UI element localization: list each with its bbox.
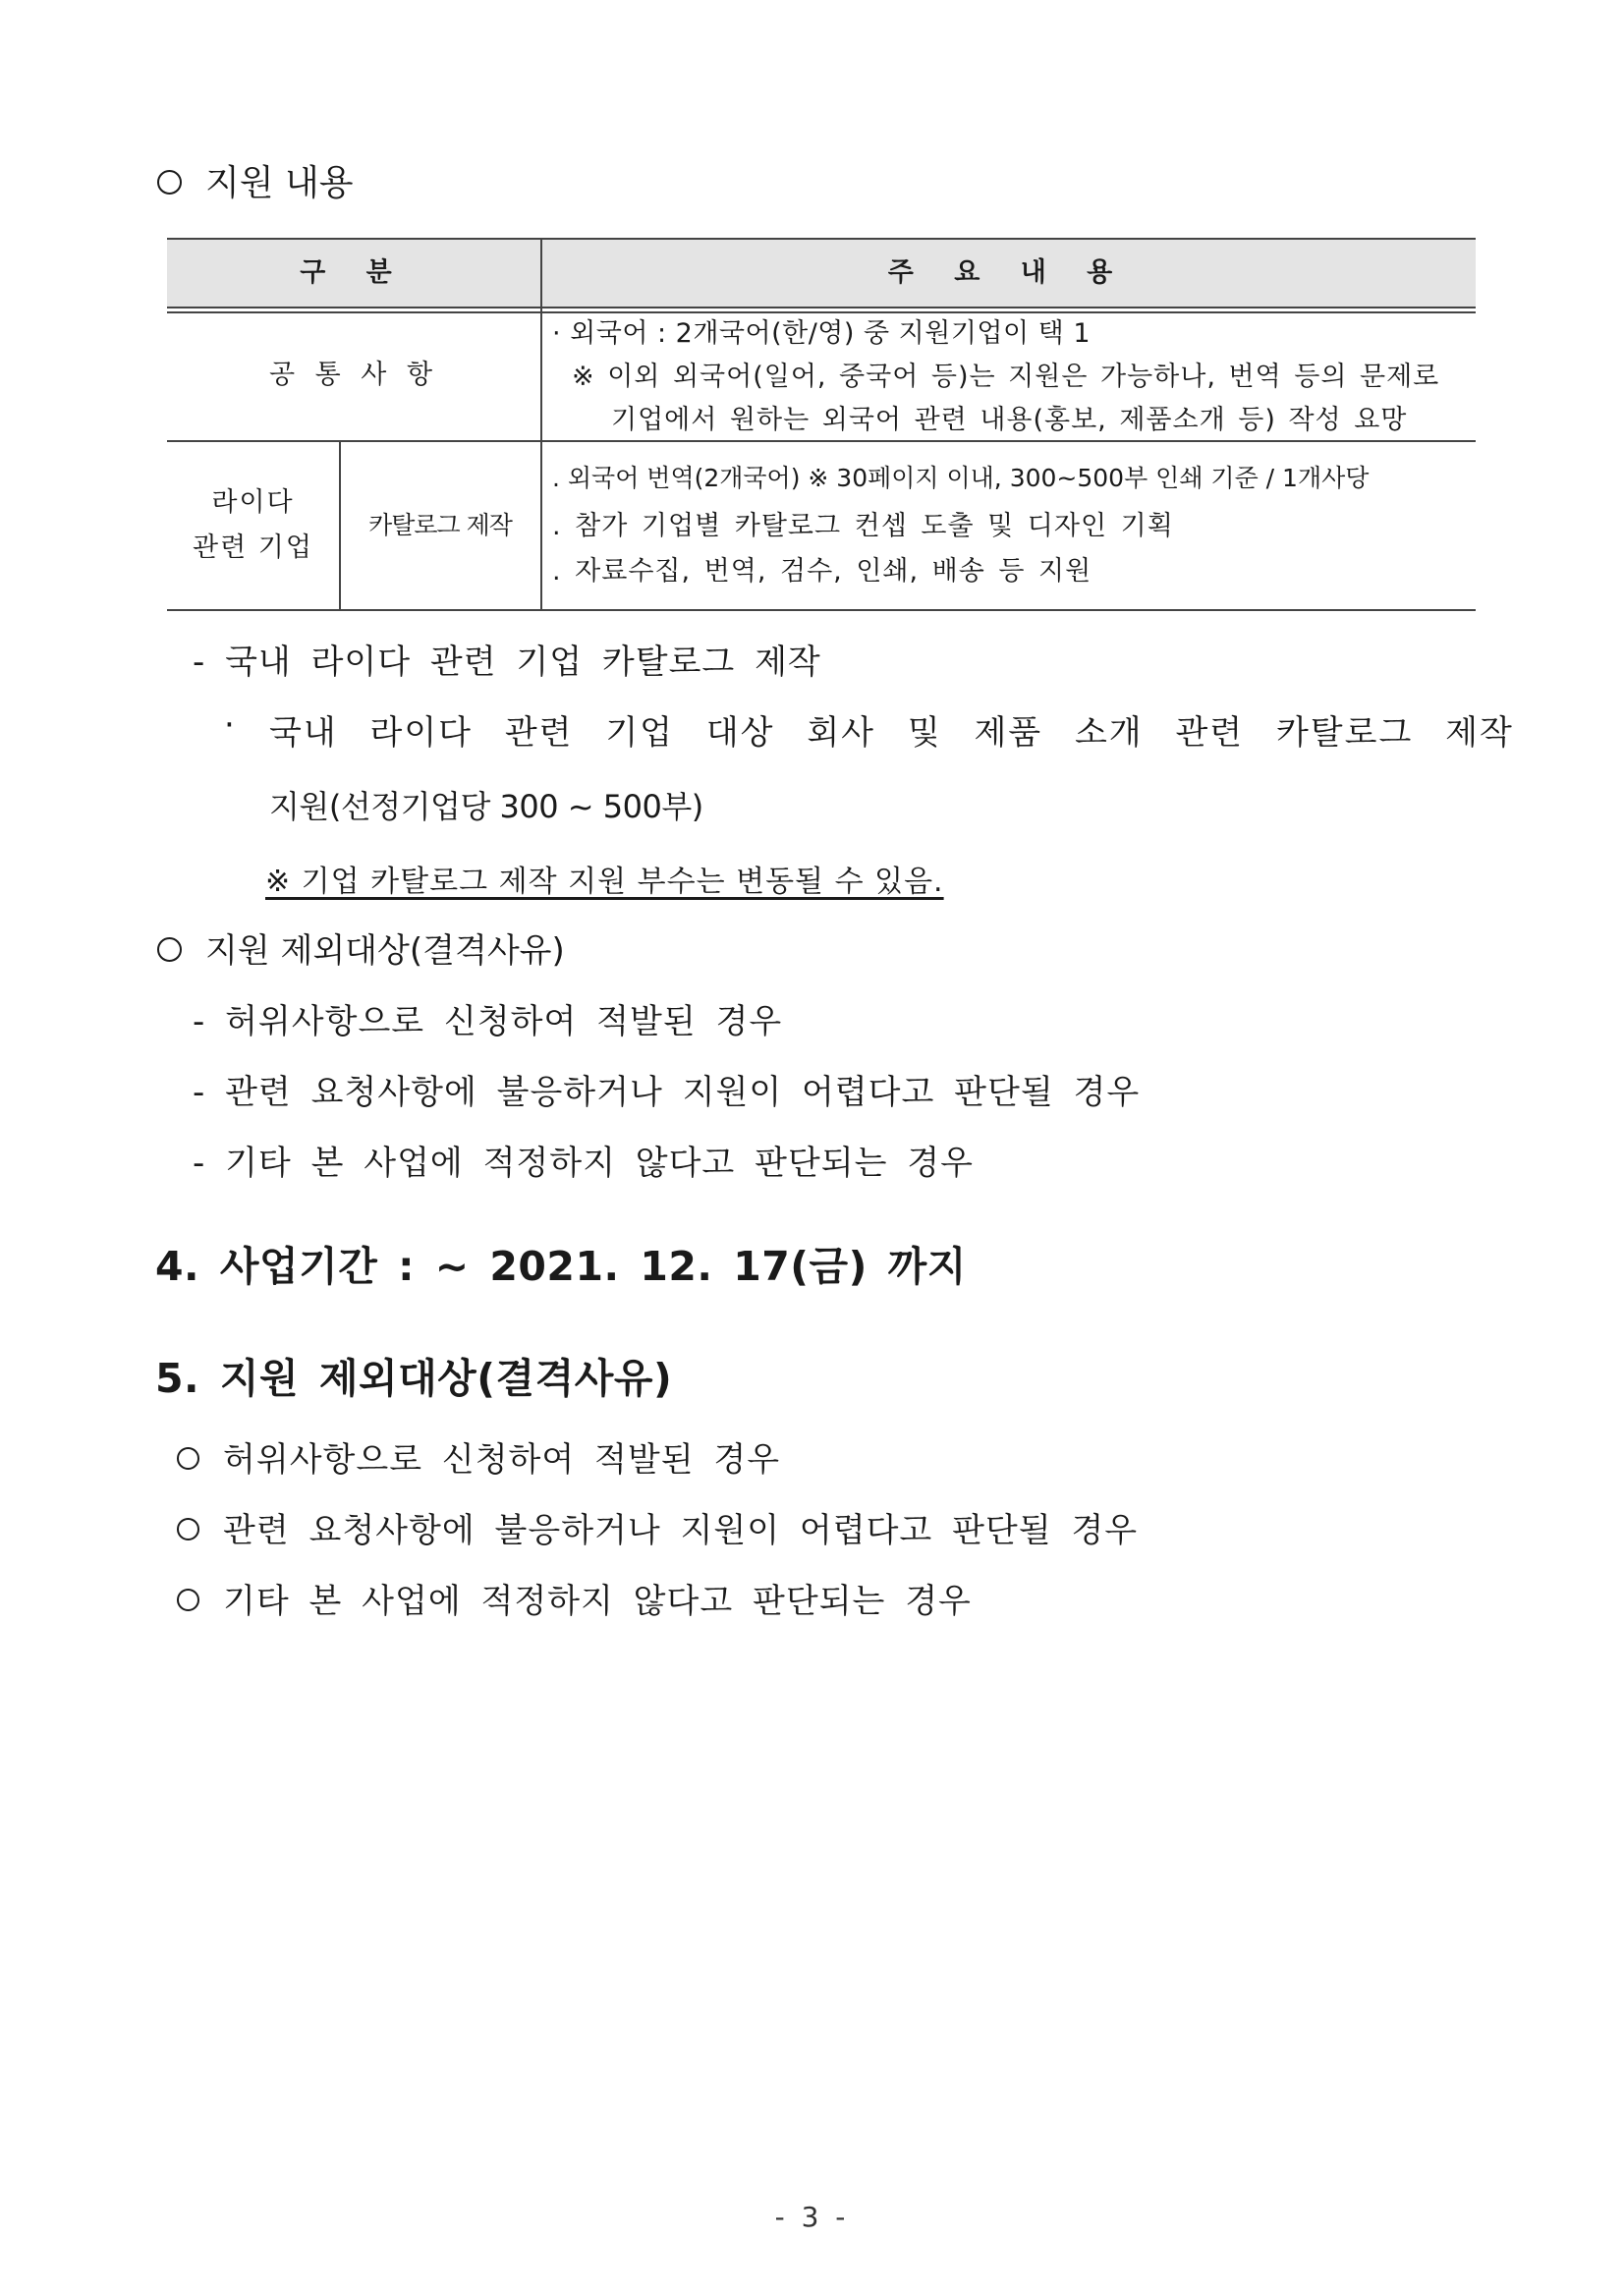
circle-bullet-icon	[177, 1589, 199, 1611]
table-bottom-border	[167, 609, 1476, 611]
table-header-category: 구 분	[300, 257, 408, 288]
exclusion-heading	[157, 924, 565, 972]
table-row-divider	[167, 440, 1476, 442]
exclusion-item-1: - 허위사항으로 신청하여 적발된 경우	[193, 1002, 783, 1041]
section5-item-3-text: 기타 본 사업에 적정하지 않다고 판단되는 경우	[223, 1582, 972, 1621]
section5-item-1-text: 허위사항으로 신청하여 적발된 경우	[223, 1440, 781, 1480]
section5-item-3	[177, 1574, 972, 1622]
table-column-divider	[540, 238, 542, 611]
table-header-content: 주 요 내 용	[887, 257, 1129, 288]
circle-bullet-icon	[177, 1518, 199, 1540]
row2-subcategory: 카탈로그 제작	[368, 511, 512, 539]
catalog-bullet-line1: 국내 라이다 관련 기업 대상 회사 및 제품 소개 관련 카탈로그 제작	[269, 713, 1514, 753]
row2-category-line2: 관련 기업	[193, 532, 313, 563]
section5-title: 5. 지원 제외대상(결격사유)	[155, 1355, 673, 1402]
circle-bullet-icon	[157, 170, 182, 195]
exclusion-heading-text: 지원 제외대상(결격사유)	[205, 931, 565, 971]
section5-item-1	[177, 1432, 780, 1481]
row2-line-2: . 참가 기업별 카탈로그 컨셉 도출 및 디자인 기획	[552, 511, 1174, 541]
table-top-border	[167, 238, 1476, 240]
catalog-bullet-mark: ·	[224, 705, 236, 745]
catalog-note: ※ 기업 카탈로그 제작 지원 부수는 변동될 수 있음.	[265, 865, 944, 899]
table-header-divider	[167, 307, 1476, 308]
page-number: - 3 -	[774, 2201, 850, 2233]
section5-item-2-text: 관련 요청사항에 불응하거나 지원이 어렵다고 판단될 경우	[223, 1511, 1139, 1550]
exclusion-item-3: - 기타 본 사업에 적정하지 않다고 판단되는 경우	[193, 1144, 974, 1183]
catalog-dash-item: - 국내 라이다 관련 기업 카탈로그 제작	[193, 643, 821, 682]
row2-line-1: . 외국어 번역(2개국어) ※ 30페이지 이내, 300~500부 인쇄 기준 / 1개사당	[552, 464, 1370, 492]
catalog-bullet-line2: 지원(선정기업당 300 ~ 500부)	[269, 788, 703, 825]
row1-line-3: 기업에서 원하는 외국어 관련 내용(홍보, 제품소개 등) 작성 요망	[611, 405, 1408, 435]
row1-line-1: · 외국어 : 2개국어(한/영) 중 지원기업이 택 1	[552, 318, 1092, 349]
row1-category: 공 통 사 항	[268, 360, 439, 390]
circle-bullet-icon	[177, 1447, 199, 1470]
table-header-divider-double	[167, 311, 1476, 313]
section4-title: 4. 사업기간 : ~ 2021. 12. 17(금) 까지	[155, 1243, 967, 1290]
row1-line-2: ※ 이외 외국어(일어, 중국어 등)는 지원은 가능하나, 번역 등의 문제로	[572, 362, 1440, 392]
exclusion-item-2: - 관련 요청사항에 불응하거나 지원이 어렵다고 판단될 경우	[193, 1073, 1141, 1112]
support-content-heading-text: 지원 내용	[205, 163, 354, 203]
support-content-heading	[157, 155, 354, 205]
row2-line-3: . 자료수집, 번역, 검수, 인쇄, 배송 등 지원	[552, 556, 1092, 587]
support-content-table	[167, 238, 1476, 611]
section5-item-2	[177, 1503, 1138, 1551]
circle-bullet-icon	[157, 937, 182, 962]
row2-category-line1: 라이다	[211, 487, 295, 518]
